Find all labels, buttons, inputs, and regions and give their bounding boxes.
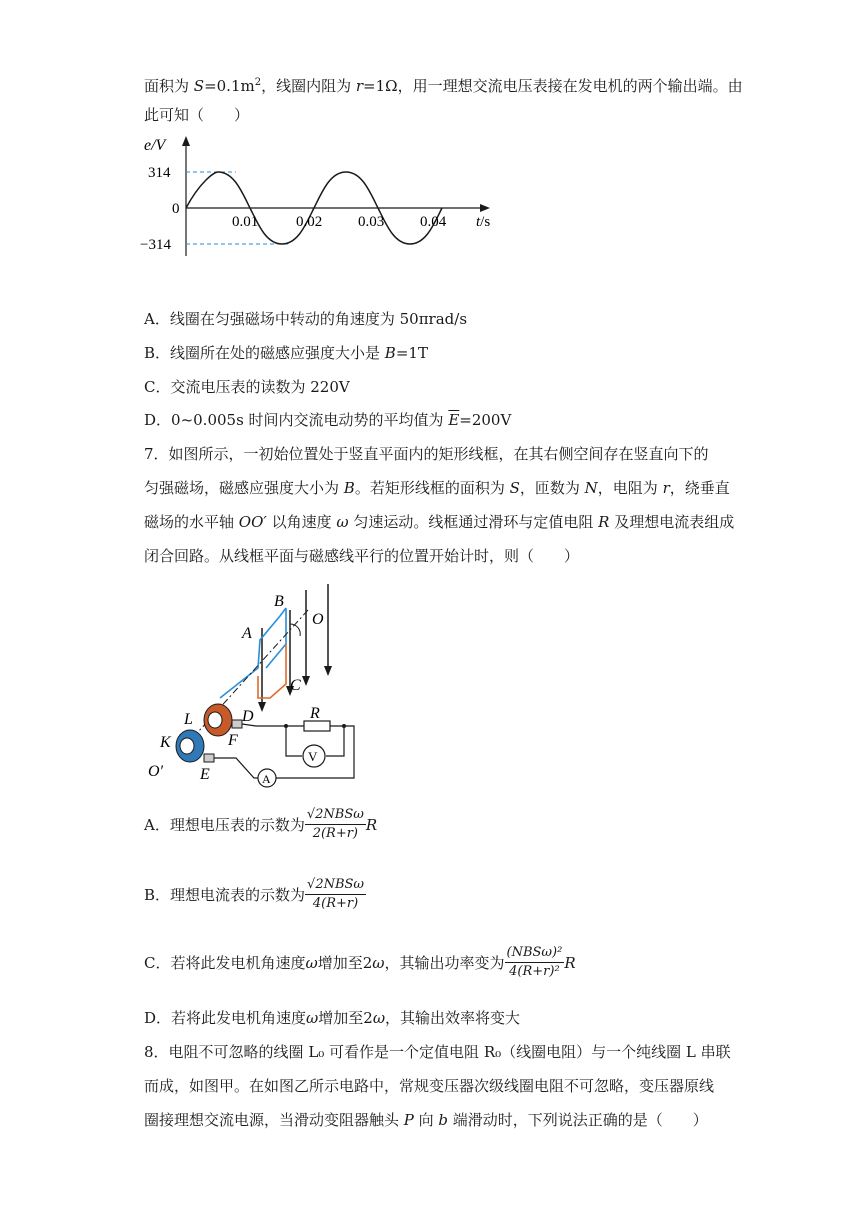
svg-text:B: B (274, 593, 284, 610)
svg-text:V: V (308, 749, 318, 764)
svg-text:O′: O′ (148, 763, 164, 780)
svg-text:K: K (160, 734, 171, 751)
svg-text:A: A (262, 772, 271, 786)
q8-line1: 8．电阻不可忽略的线圈 L₀ 可看作是一个定值电阻 R₀（线圈电阻）与一个纯线圈 L 串联 (144, 1043, 731, 1061)
q7-option-a: A．理想电压表的示数为 $\frac{\text{√2NBSω}}{2(R+r)}$ R (144, 807, 378, 841)
y-tick-zero: 0 (172, 201, 180, 217)
x-tick-3: 0.03 (358, 214, 385, 230)
y-tick-top: 314 (148, 165, 171, 181)
x-axis-label: t/s (476, 214, 491, 230)
x-tick-4: 0.04 (420, 214, 447, 230)
x-tick-2: 0.02 (296, 214, 323, 230)
q8-line3: 圈接理想交流电源，当滑动变阻器触头 P 向 b 端滑动时，下列说法正确的是（ ） (144, 1111, 708, 1129)
svg-text:C: C (290, 677, 301, 694)
svg-text:L: L (184, 711, 193, 728)
svg-text:A: A (242, 625, 252, 642)
q6-intro-line2: 此可知（ ） (144, 106, 250, 124)
q7-line2: 匀强磁场，磁感应强度大小为 B。若矩形线框的面积为 S，匝数为 N，电阻为 r，绕垂直 (144, 479, 730, 497)
svg-text:R: R (310, 705, 320, 722)
svg-text:D: D (242, 708, 254, 725)
svg-text:E: E (200, 766, 210, 783)
q7-line4: 闭合回路。从线框平面与磁感线平行的位置开始计时，则（ ） (144, 547, 580, 565)
svg-text:O: O (312, 611, 324, 628)
q6-option-a: A．线圈在匀强磁场中转动的角速度为 50πrad/s (144, 310, 468, 328)
x-tick-1: 0.01 (232, 214, 259, 230)
y-axis-label: e/V (144, 137, 166, 154)
svg-text:F: F (228, 732, 238, 749)
q6-option-d: D．0~0.005s 时间内交流电动势的平均值为 $\overline{E}=200V$ (144, 411, 512, 429)
q7-line1: 7．如图所示，一初始位置处于竖直平面内的矩形线框，在其右侧空间存在竖直向下的 (144, 445, 709, 463)
q7-option-d: D．若将此发电机角速度ω增加至2ω，其输出效率将变大 (144, 1009, 521, 1027)
q7-option-b: B．理想电流表的示数为 $\frac{\text{√2NBSω}}{4(R+r)}$ (144, 877, 365, 911)
q7-option-c: C．若将此发电机角速度 ω 增加至2 ω ，其输出功率变为 $\frac{\text{(NBSω)²}}{\text{4(R+r)²}}$ R (144, 945, 576, 979)
q6-option-b: B．线圈所在处的磁感应强度大小是 B=1T (144, 344, 428, 362)
generator-circuit-figure (140, 580, 380, 790)
q8-line2: 而成，如图甲。在如图乙所示电路中，常规变压器次级线圈电阻不可忽略，变压器原线 (144, 1077, 715, 1095)
q7-line3: 磁场的水平轴 OO′ 以角速度 ω 匀速运动。线框通过滑环与定值电阻 R 及理想电流表组成 (144, 513, 735, 531)
q6-intro-line1: 面积为 $S=0.1m^2$，线圈内阻为 r=1Ω，用一理想交流电压表接在发电机的两个输出端。由 (144, 77, 743, 95)
q6-option-c: C．交流电压表的读数为 220V (144, 378, 350, 396)
emf-time-graph (140, 134, 500, 264)
y-tick-bottom: −314 (140, 237, 171, 253)
